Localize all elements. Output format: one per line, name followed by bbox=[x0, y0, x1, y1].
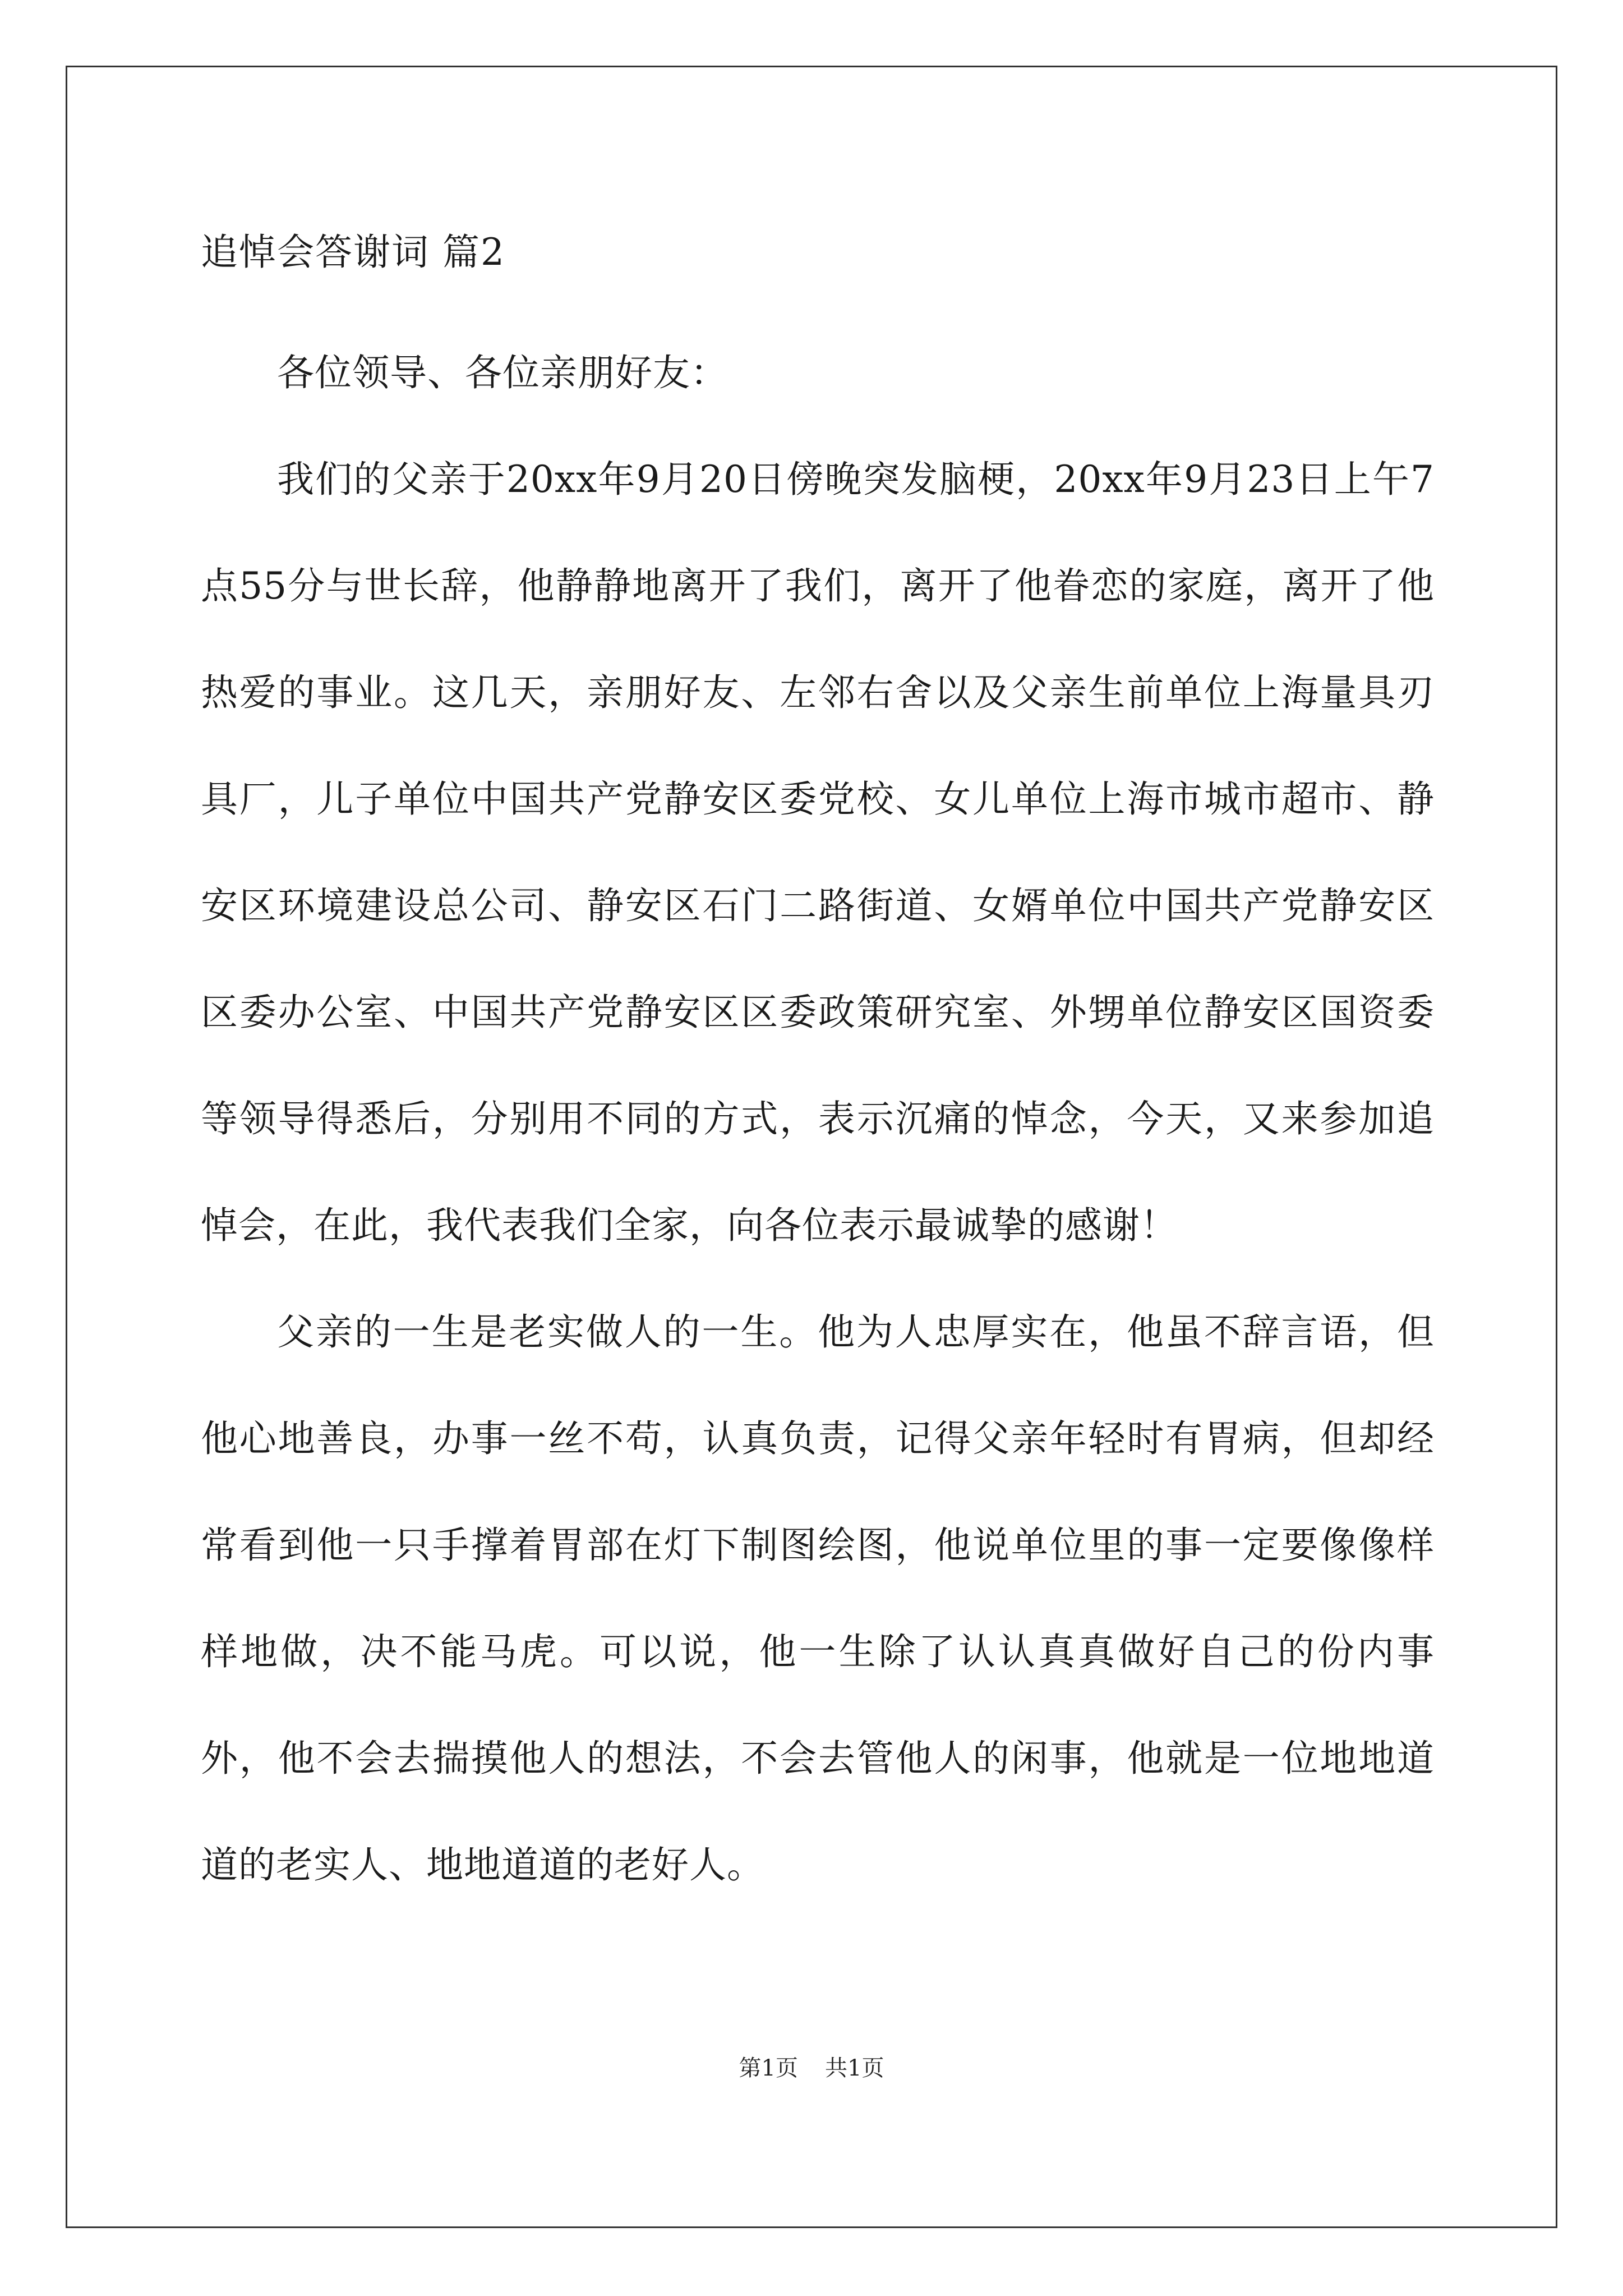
page-number-total: 共1页 bbox=[825, 2055, 884, 2081]
page-footer bbox=[0, 2050, 1623, 2082]
body-paragraph-2: 父亲的一生是老实做人的一生。他为人忠厚实在，他虽不辞言语，但他心地善良，办事一丝不苟，认真负责，记得父亲年轻时有胃病，但却经常看到他一只手撑着胃部在灯下制图绘图，他说单位里的事一定要像像样样地做，决不能马虎。可以说，他一生除了认认真真做好自己的份内事外，他不会去揣摸他人的想法，不会去管他人的闲事，他就是一位地地道道的老实人、地地道道的老好人。 bbox=[201, 1310, 1435, 1887]
greeting-paragraph: 各位领导、各位亲朋好友： bbox=[277, 351, 728, 394]
body-paragraph-1: 我们的父亲于20xx年9月20日傍晚突发脑梗，20xx年9月23日上午7点55分与世长辞，他静静地离开了我们，离开了他眷恋的家庭，离开了他热爱的事业。这几天，亲朋好友、左邻右舍以及父亲生前单位上海量具刃具厂，儿子单位中国共产党静安区委党校、女儿单位上海市城市超市、静安区环境建设总公司、静安区石门二路街道、女婿单位中国共产党静安区区委办公室、中国共产党静安区区委政策研究室、外甥单位静安区国资委等领导得悉后，分别用不同的方式，表示沉痛的悼念，今天，又来参加追悼会，在此，我代表我们全家，向各位表示最诚挚的感谢！ bbox=[201, 458, 1435, 1247]
page-number-current: 第1页 bbox=[739, 2055, 798, 2081]
document-title: 追悼会答谢词 篇2 bbox=[201, 231, 505, 274]
document-body bbox=[201, 219, 1435, 1918]
